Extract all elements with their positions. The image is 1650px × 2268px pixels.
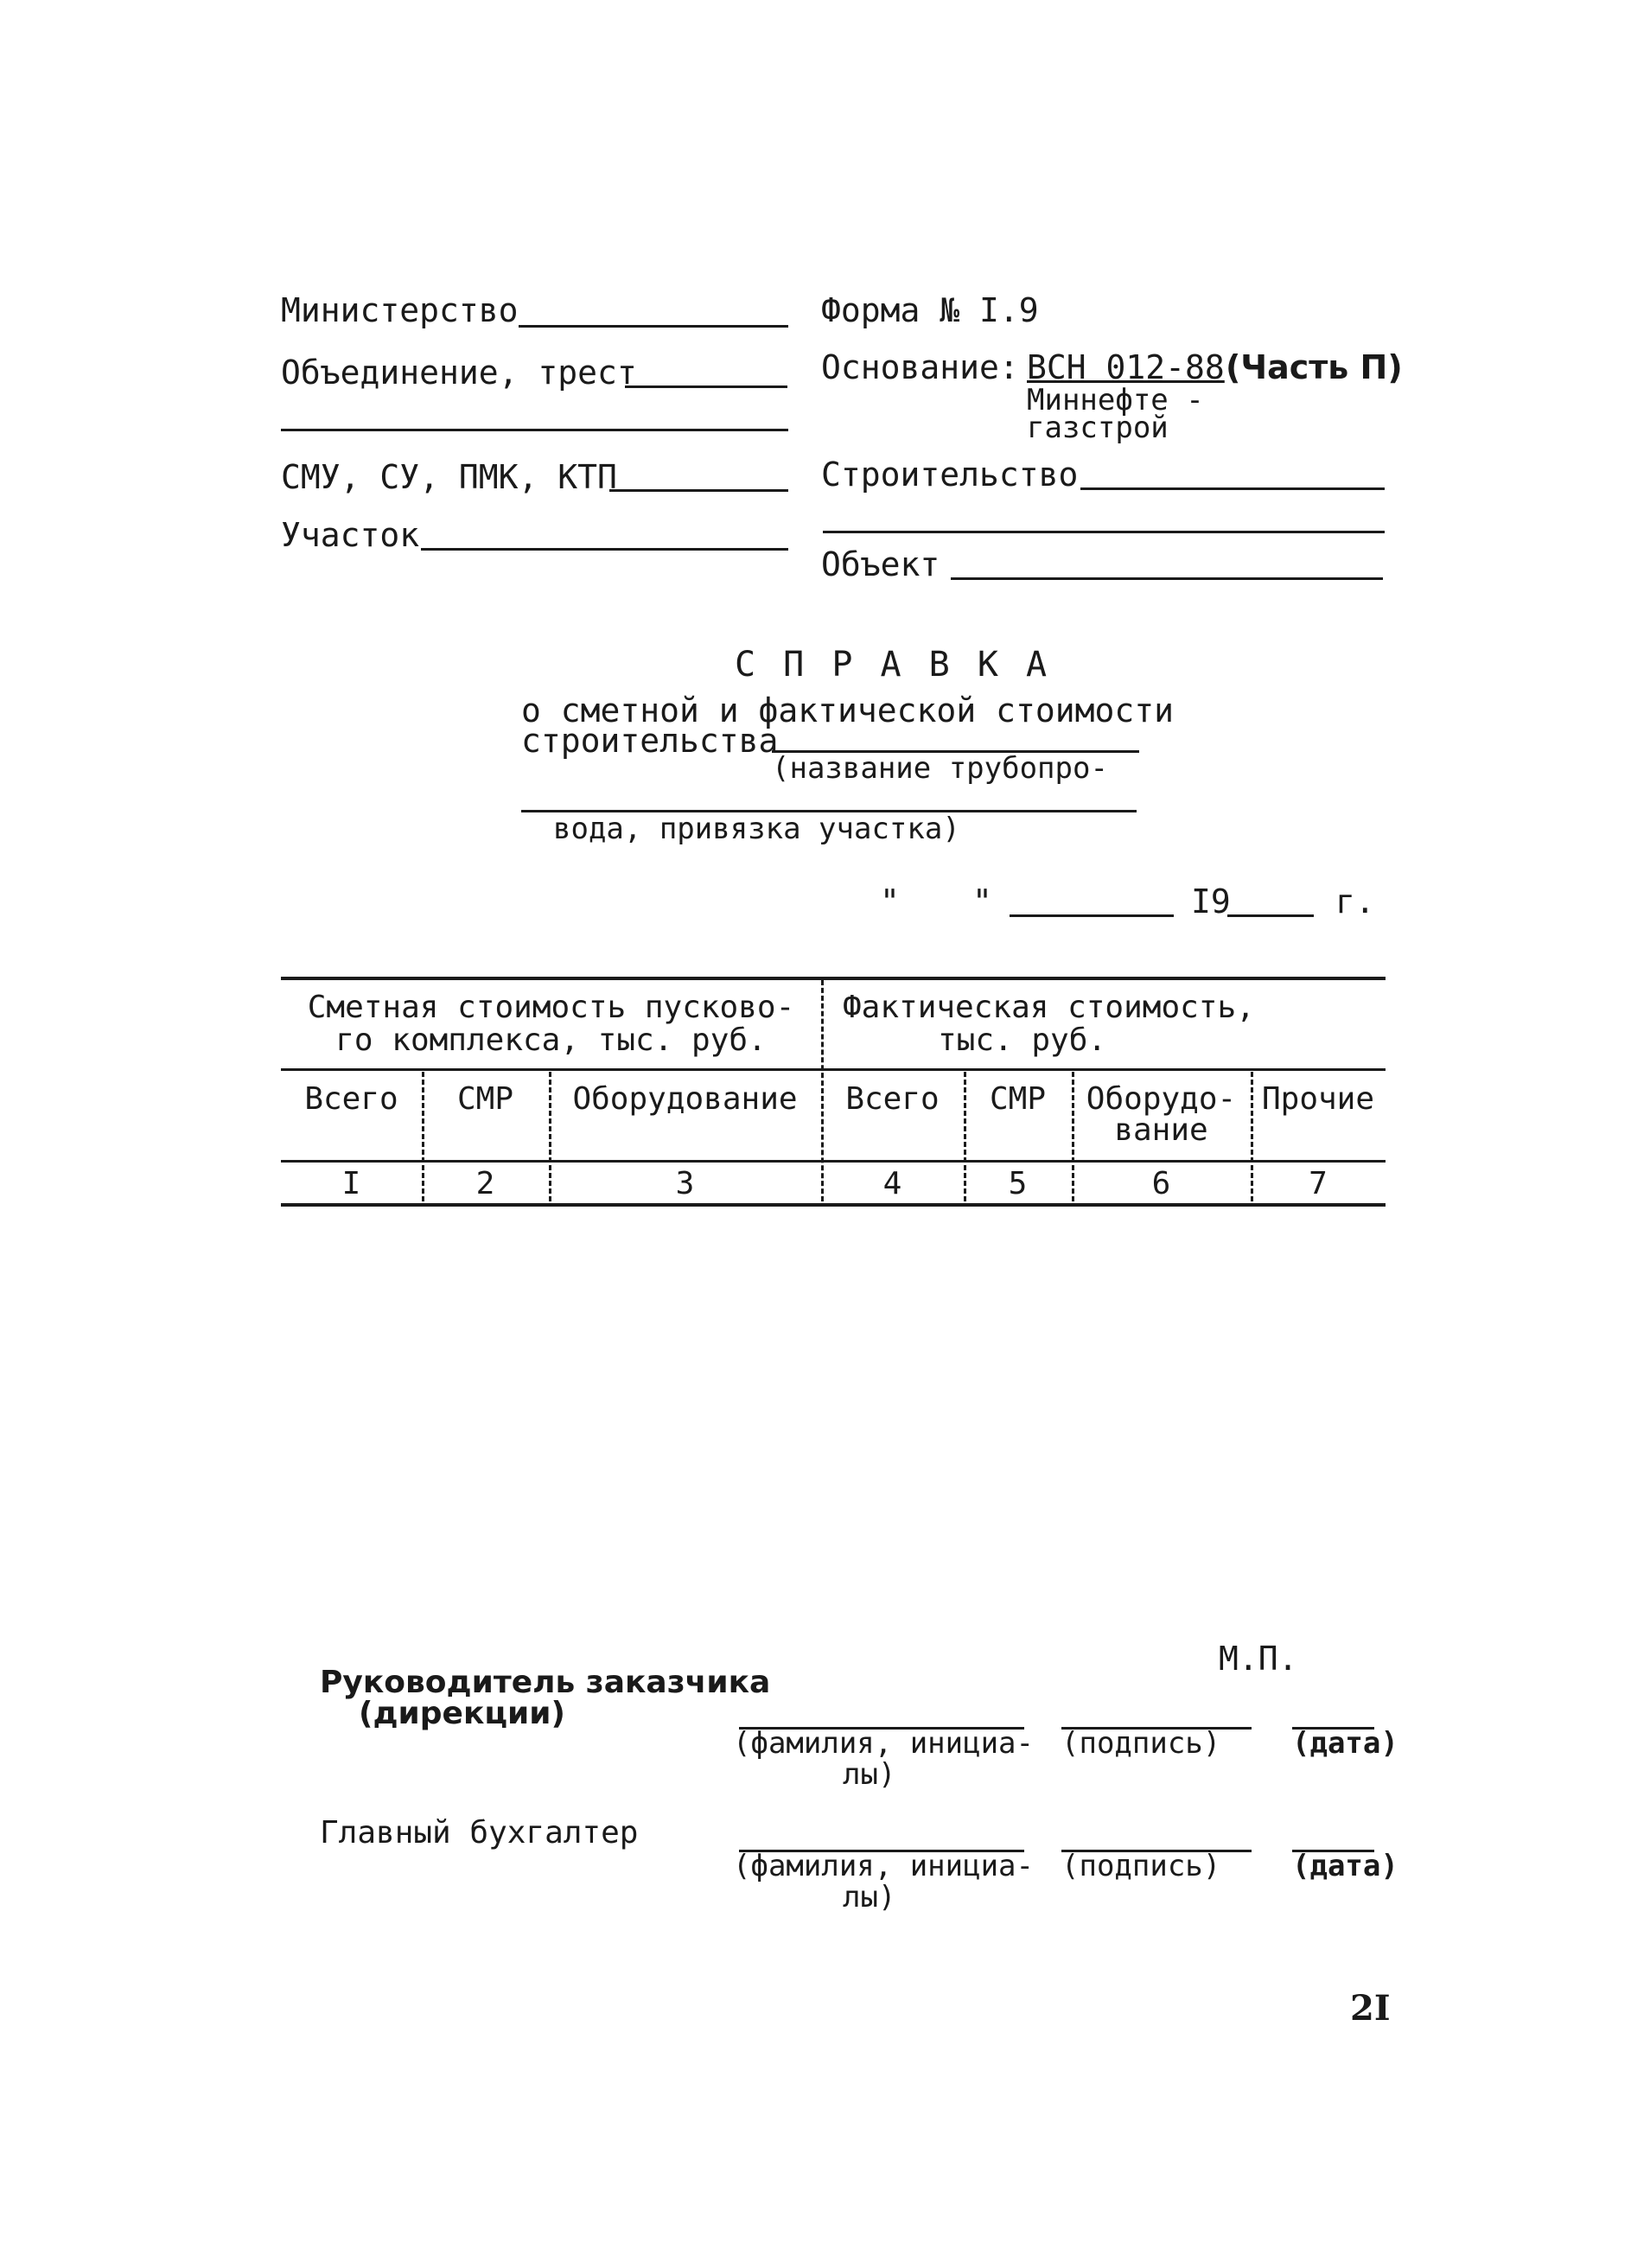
title-line1: о сметной и фактической стоимости [521, 691, 1174, 729]
head-sign-hint: (подпись) [1061, 1726, 1221, 1761]
section-label: Участок [281, 516, 420, 554]
column-number-7: 7 [1309, 1166, 1328, 1201]
date-year-prefix: I9 [1191, 882, 1231, 921]
construction-label: Строительство [821, 456, 1079, 494]
page-number: 2I [1350, 1988, 1391, 2029]
accountant-sign-hint: (подпись) [1061, 1849, 1221, 1883]
construction-extra-line [823, 531, 1385, 533]
head-label-line2: (дирекции) [359, 1696, 565, 1731]
head-name-hint1: (фамилия, инициа- [733, 1726, 1034, 1761]
column-header-smr-actual: СМР [989, 1081, 1047, 1117]
column-number-4: 4 [882, 1166, 902, 1201]
basis-org-line2: газстрой [1027, 411, 1169, 445]
construction-field-line [1080, 487, 1385, 490]
date-month-line [1010, 914, 1174, 917]
head-name-hint2: лы) [843, 1757, 896, 1792]
column-header-equipment-actual-line1: Оборудо- [1086, 1081, 1237, 1117]
date-year-suffix: г. [1335, 882, 1375, 921]
column-number-1: I [341, 1166, 361, 1201]
association-field-line [625, 385, 787, 388]
accountant-label: Главный бухгалтер [320, 1815, 639, 1851]
smu-label: СМУ, СУ, ПМК, КТП [281, 458, 617, 496]
head-label-line1: Руководитель заказчика [320, 1665, 771, 1700]
column-number-5: 5 [1008, 1166, 1028, 1201]
group-header-actual-line2: тыс. руб. [938, 1023, 1107, 1058]
basis-label: Основание: [821, 348, 1019, 386]
column-header-equipment-actual-line2: вание [1114, 1112, 1208, 1148]
object-field-line [951, 577, 1383, 580]
pipeline-hint1: (название трубопро- [772, 751, 1108, 786]
table-header-bottom-border [281, 1160, 1386, 1163]
column-header-total-estimate: Всего [304, 1081, 398, 1117]
column-header-smr-estimate: СМР [456, 1081, 514, 1117]
accountant-name-hint2: лы) [843, 1880, 896, 1914]
table-bottom-border [281, 1203, 1386, 1207]
ministry-field-line [519, 325, 788, 328]
object-label: Объект [821, 545, 940, 583]
association-label: Объединение, трест [281, 354, 637, 392]
group-header-actual-line1: Фактическая стоимость, [843, 990, 1255, 1025]
basis-part: (Часть П) [1226, 348, 1403, 386]
title-line2: строительства [521, 722, 779, 760]
basis-org-line1: Миннефте - [1027, 383, 1204, 417]
document-title: С П Р А В К А [735, 645, 1051, 685]
accountant-name-hint1: (фамилия, инициа- [733, 1849, 1034, 1883]
group-header-estimate-line2: го комплекса, тыс. руб. [335, 1023, 767, 1058]
column-number-3: 3 [675, 1166, 695, 1201]
date-year-line [1227, 914, 1314, 917]
head-date-hint: (дата) [1292, 1726, 1398, 1761]
ministry-label: Министерство [281, 291, 519, 329]
association-extra-line [281, 429, 788, 431]
table-group-border [281, 1068, 1386, 1071]
group-header-estimate-line1: Сметная стоимость пусково- [307, 990, 795, 1025]
column-header-other: Прочие [1261, 1081, 1375, 1117]
accountant-date-hint: (дата) [1292, 1849, 1398, 1883]
date-quote-open: " [880, 882, 900, 921]
section-field-line [421, 548, 788, 551]
column-header-total-actual: Всего [845, 1081, 940, 1117]
column-number-6: 6 [1151, 1166, 1171, 1201]
column-number-2: 2 [475, 1166, 495, 1201]
column-header-equipment-estimate: Оборудование [572, 1081, 798, 1117]
stamp-place: М.П. [1219, 1640, 1298, 1678]
date-quote-close: " [972, 882, 992, 921]
pipeline-hint2: вода, привязка участка) [553, 812, 960, 846]
form-number: Форма № I.9 [821, 291, 1039, 329]
smu-field-line [609, 489, 788, 492]
basis-document: ВСН 012-88 [1027, 348, 1225, 386]
table-top-border [281, 977, 1386, 980]
